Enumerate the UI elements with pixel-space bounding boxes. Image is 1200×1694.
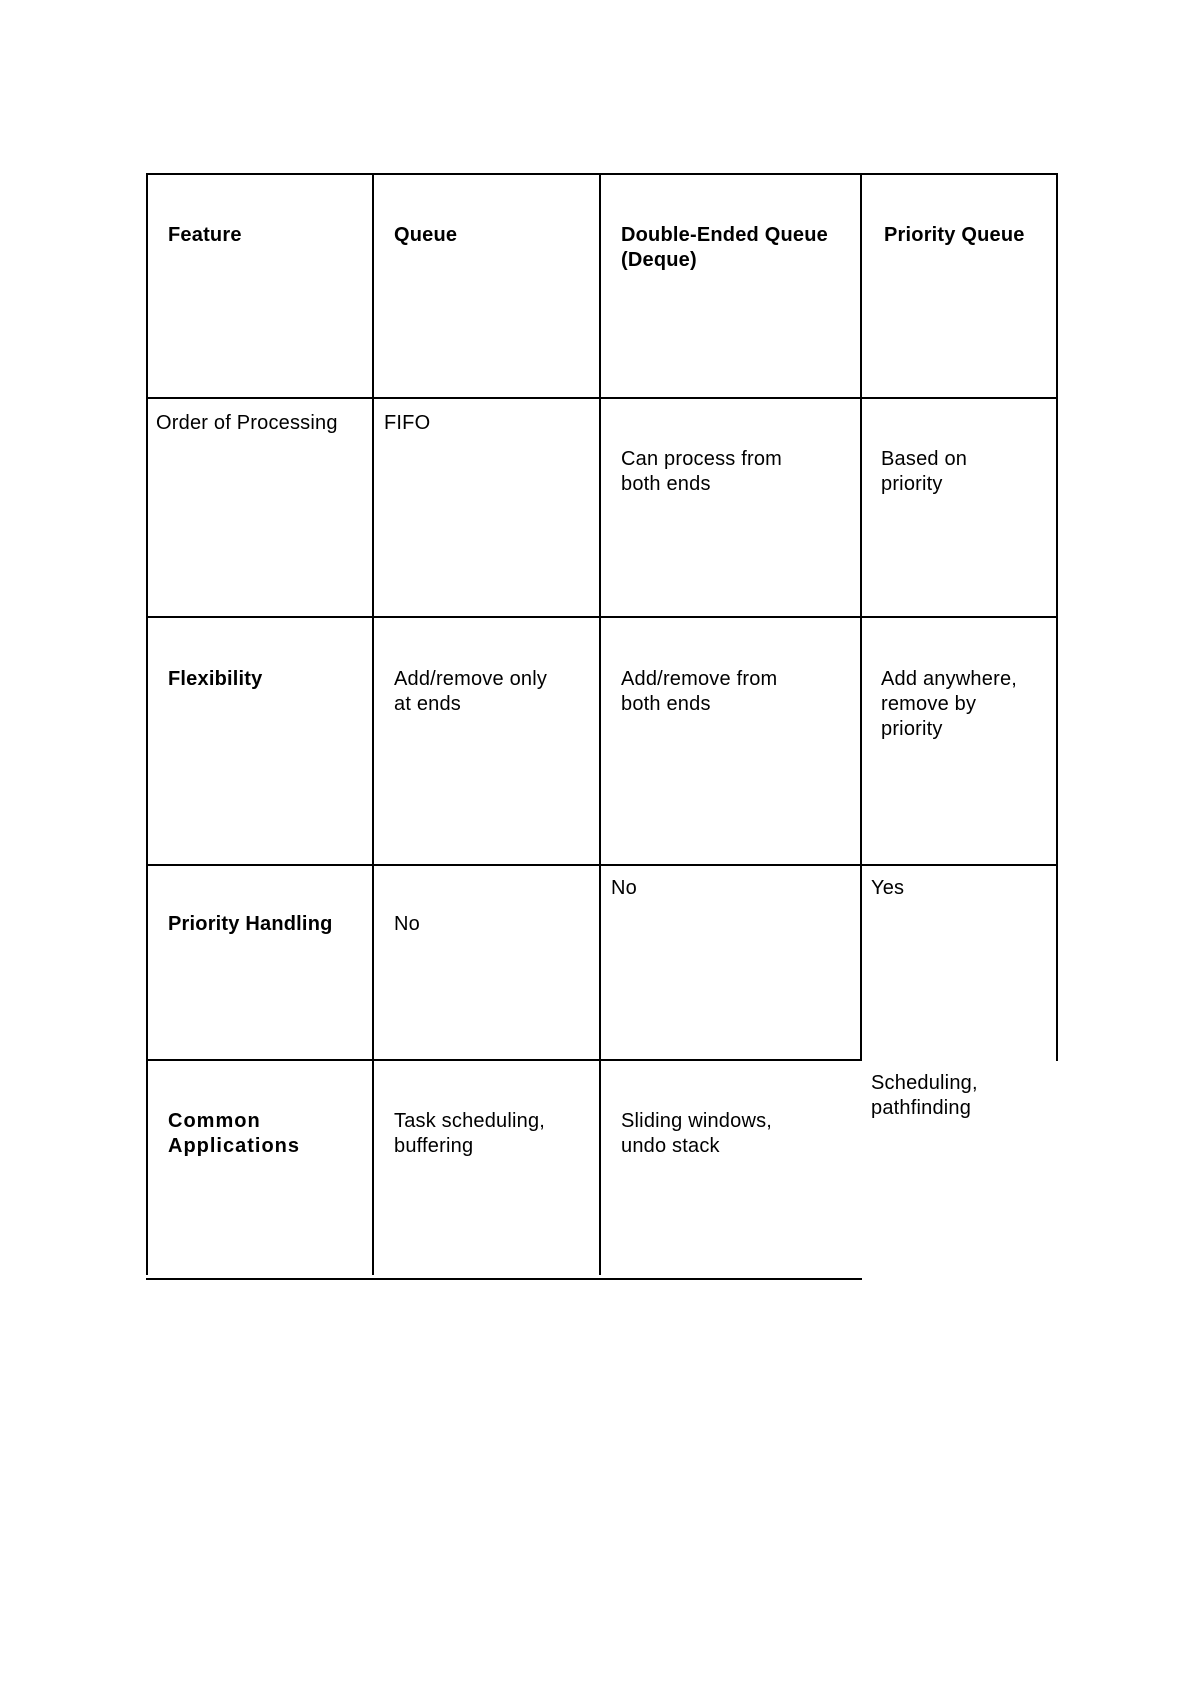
header-priority-queue: Priority Queue	[884, 224, 1025, 246]
row-flexibility-queue	[394, 667, 547, 717]
row-flexibility-priority-line3: priority	[881, 718, 943, 740]
row-flexibility-priority-line1: Add anywhere,	[881, 668, 1018, 690]
row-applications-deque	[621, 1109, 772, 1159]
row-order-priority-line1: Based on	[881, 448, 968, 470]
table-divider-row1	[146, 397, 1058, 399]
row-flexibility-priority-line2: remove by	[881, 693, 977, 715]
row-priority-handling-feature: Priority Handling	[168, 913, 333, 935]
table-border-top	[146, 173, 1058, 175]
row-applications-feature-line1: Common	[168, 1110, 261, 1132]
row-applications-queue-line1: Task scheduling,	[394, 1110, 546, 1132]
table-border-left	[146, 173, 148, 1275]
table-divider-col1	[372, 173, 374, 1275]
row-order-deque-line1: Can process from	[621, 448, 783, 470]
row-applications-feature	[168, 1109, 300, 1159]
row-order-feature: Order of Processing	[156, 412, 338, 434]
header-deque-line1: Double-Ended Queue	[621, 224, 828, 246]
table-divider-row3	[146, 864, 1058, 866]
header-deque-line2: (Deque)	[621, 249, 697, 271]
row-applications-deque-line2: undo stack	[621, 1135, 720, 1157]
row-flexibility-deque-line2: both ends	[621, 693, 711, 715]
row-order-priority	[881, 447, 967, 497]
row-flexibility-feature: Flexibility	[168, 668, 263, 690]
row-applications-deque-line1: Sliding windows,	[621, 1110, 773, 1132]
table-divider-row4	[146, 1059, 862, 1061]
row-priority-handling-queue: No	[394, 913, 420, 935]
header-queue: Queue	[394, 224, 458, 246]
row-order-deque	[621, 447, 782, 497]
row-order-deque-line2: both ends	[621, 473, 711, 495]
row-order-priority-line2: priority	[881, 473, 943, 495]
row-applications-priority-line2: pathfinding	[871, 1097, 972, 1119]
row-priority-handling-deque: No	[611, 877, 637, 899]
table-divider-col2	[599, 173, 601, 1275]
header-feature: Feature	[168, 224, 242, 246]
row-flexibility-deque-line1: Add/remove from	[621, 668, 778, 690]
table-border-bottom	[146, 1278, 862, 1280]
row-priority-handling-priority: Yes	[871, 877, 905, 899]
row-applications-priority	[871, 1071, 978, 1121]
row-applications-queue	[394, 1109, 545, 1159]
row-applications-feature-line2: Applications	[168, 1135, 301, 1157]
row-flexibility-queue-line2: at ends	[394, 693, 462, 715]
row-flexibility-deque	[621, 667, 777, 717]
row-flexibility-queue-line1: Add/remove only	[394, 668, 548, 690]
row-flexibility-priority	[881, 667, 1017, 742]
row-applications-priority-line1: Scheduling,	[871, 1072, 978, 1094]
table-divider-row2	[146, 616, 1058, 618]
header-deque	[621, 223, 828, 273]
row-order-queue: FIFO	[384, 412, 431, 434]
row-applications-queue-line2: buffering	[394, 1135, 474, 1157]
